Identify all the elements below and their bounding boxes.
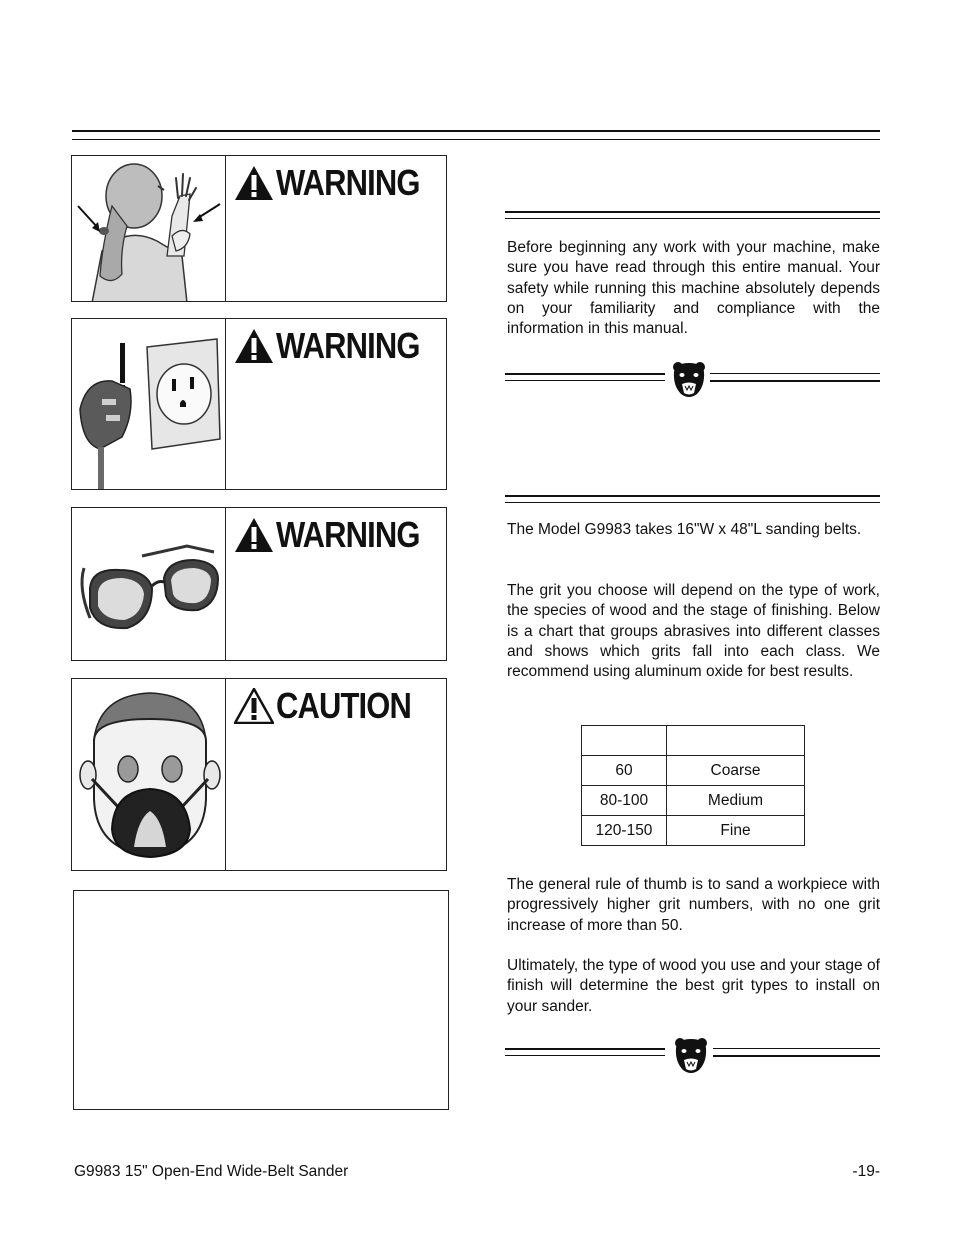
- caution-triangle-icon: [234, 688, 274, 724]
- pic-frame: [72, 679, 226, 870]
- warning-sign-1: [234, 164, 443, 202]
- bear-divider-2: [505, 1035, 880, 1075]
- header-class: [667, 726, 805, 756]
- bear-logo-icon: [673, 1036, 709, 1076]
- cell-class: Fine: [667, 816, 805, 846]
- header-grit: [582, 726, 667, 756]
- belts-paragraph: The Model G9983 takes 16"W x 48"L sanding belts.: [507, 521, 862, 538]
- warning-triangle-icon: [234, 165, 274, 201]
- cell-class: Medium: [667, 786, 805, 816]
- signal-word: WARNING: [276, 162, 420, 203]
- warning-triangle-icon: [234, 517, 274, 553]
- grit-table: [581, 725, 805, 846]
- footer-title: G9983 15" Open-End Wide-Belt Sander: [74, 1163, 349, 1180]
- signal-word: CAUTION: [276, 685, 412, 726]
- section-rule-2-bottom: [505, 502, 880, 503]
- header-rule-top: [72, 130, 880, 132]
- warning-box-hair: [71, 155, 447, 302]
- caution-box-respirator: [71, 678, 447, 871]
- section-rule-2-top: [505, 495, 880, 497]
- pic-frame: [72, 319, 226, 489]
- cell-grit: 80-100: [582, 786, 667, 816]
- notice-box: [73, 890, 449, 1110]
- signal-word: WARNING: [276, 325, 420, 366]
- grit-paragraph: The grit you choose will depend on the type of work, the species of wood and the stage of finishing. Below is a chart that groups abrasives into different classes and shows which grits fall into each class. We recommend using aluminum oxide for best results.: [507, 582, 880, 681]
- warning-sign-3: [234, 516, 443, 554]
- warning-box-eye-protection: [71, 507, 447, 661]
- dust-mask-face-icon: [72, 679, 225, 870]
- cell-class: Coarse: [667, 756, 805, 786]
- header-rule-bottom: [72, 139, 880, 140]
- safety-glasses-icon: [72, 508, 225, 660]
- table-row: [582, 816, 805, 846]
- section-rule-1-bottom: [505, 218, 880, 219]
- pic-frame: [72, 508, 226, 660]
- long-hair-loose-clothing-icon: [72, 156, 225, 301]
- warning-triangle-icon: [234, 328, 274, 364]
- pic-frame: [72, 156, 226, 301]
- bear-divider-1: [505, 360, 880, 400]
- table-row: [582, 786, 805, 816]
- signal-word: WARNING: [276, 514, 420, 555]
- cell-grit: 60: [582, 756, 667, 786]
- intro-paragraph: Before beginning any work with your machine, make sure you have read through this entire manual. Your safety while running this machine absolutely depends on your familiarity and compliance with the information in this manual.: [507, 239, 880, 338]
- warning-sign-2: [234, 327, 443, 365]
- rule-of-thumb-paragraph: The general rule of thumb is to sand a workpiece with progressively higher grit numbers, with no one grit increase of more than 50.: [507, 876, 880, 934]
- final-paragraph: Ultimately, the type of wood you use and your stage of finish will determine the best grit types to install on your sander.: [507, 957, 880, 1015]
- table-row: [582, 756, 805, 786]
- cell-grit: 120-150: [582, 816, 667, 846]
- caution-sign: [234, 687, 433, 725]
- bear-logo-icon: [671, 360, 707, 400]
- warning-box-electrical: [71, 318, 447, 490]
- plug-and-outlet-icon: [72, 319, 225, 489]
- section-rule-1-top: [505, 211, 880, 213]
- table-header-row: [582, 726, 805, 756]
- page-number: -19-: [852, 1163, 880, 1180]
